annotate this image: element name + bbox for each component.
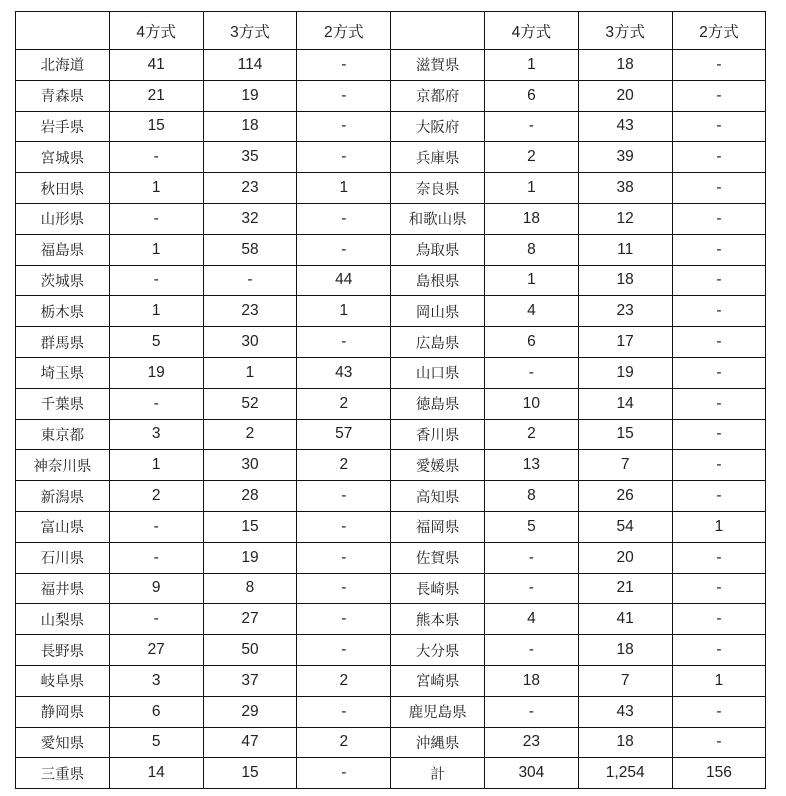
table-row [16,388,766,419]
table-row [16,203,766,234]
count-2way-cell: - [672,635,766,666]
count-3way-cell: 14 [578,388,672,419]
count-4way-cell: - [109,604,203,635]
count-2way-cell: 156 [672,758,766,789]
count-4way-cell: 15 [109,111,203,142]
count-4way-cell: 6 [109,696,203,727]
table-row [16,635,766,666]
table-row [16,573,766,604]
count-4way-cell: 6 [484,80,578,111]
prefecture-name-cell: 長崎県 [391,573,485,604]
count-4way-cell: 8 [484,481,578,512]
count-4way-cell: 1 [109,234,203,265]
count-4way-cell: - [484,357,578,388]
prefecture-name-cell: 秋田県 [16,173,110,204]
count-4way-cell: 2 [484,142,578,173]
count-2way-cell: - [672,481,766,512]
prefecture-name-cell: 奈良県 [391,173,485,204]
count-4way-cell: 21 [109,80,203,111]
count-3way-cell: 2 [203,419,297,450]
count-3way-cell: 54 [578,511,672,542]
count-3way-cell: 28 [203,481,297,512]
table-row [16,481,766,512]
count-2way-cell: - [672,234,766,265]
count-4way-cell: 27 [109,635,203,666]
count-3way-cell: 43 [578,111,672,142]
count-3way-cell: 114 [203,50,297,81]
count-4way-cell: 5 [484,511,578,542]
count-2way-cell: - [672,173,766,204]
count-3way-cell: 38 [578,173,672,204]
count-2way-cell: - [672,573,766,604]
prefecture-name-cell: 山梨県 [16,604,110,635]
count-2way-cell: - [672,296,766,327]
count-4way-cell: 3 [109,665,203,696]
prefecture-name-cell: 三重県 [16,758,110,789]
count-3way-cell: 21 [578,573,672,604]
count-4way-cell: 8 [484,234,578,265]
count-2way-cell: - [297,542,391,573]
table-row [16,542,766,573]
count-3way-cell: 19 [578,357,672,388]
prefecture-name-cell: 宮城県 [16,142,110,173]
count-3way-cell: 35 [203,142,297,173]
count-4way-cell: - [109,542,203,573]
prefecture-name-cell: 群馬県 [16,327,110,358]
count-2way-cell: - [297,696,391,727]
count-3way-cell: 7 [578,665,672,696]
header-cell: 3方式 [203,12,297,50]
count-2way-cell: - [672,111,766,142]
count-3way-cell: 23 [578,296,672,327]
prefecture-name-cell: 岡山県 [391,296,485,327]
count-3way-cell: 50 [203,635,297,666]
table-row [16,450,766,481]
prefecture-name-cell: 栃木県 [16,296,110,327]
prefecture-name-cell: 香川県 [391,419,485,450]
count-4way-cell: 4 [484,604,578,635]
prefecture-name-cell: 兵庫県 [391,142,485,173]
prefecture-name-cell: 千葉県 [16,388,110,419]
count-2way-cell: - [672,80,766,111]
header-cell: 3方式 [578,12,672,50]
count-4way-cell: 23 [484,727,578,758]
count-2way-cell: 2 [297,450,391,481]
prefecture-name-cell: 宮崎県 [391,665,485,696]
count-4way-cell: 19 [109,357,203,388]
count-3way-cell: 26 [578,481,672,512]
count-2way-cell: - [672,542,766,573]
count-4way-cell: - [484,111,578,142]
count-3way-cell: 30 [203,327,297,358]
prefecture-name-cell: 鳥取県 [391,234,485,265]
table-row [16,265,766,296]
count-4way-cell: 1 [484,173,578,204]
count-4way-cell: 6 [484,327,578,358]
count-3way-cell: 30 [203,450,297,481]
count-2way-cell: - [672,450,766,481]
table-row [16,50,766,81]
count-3way-cell: 18 [203,111,297,142]
count-4way-cell: 1 [109,296,203,327]
count-2way-cell: - [672,727,766,758]
count-3way-cell: - [203,265,297,296]
count-4way-cell: 1 [109,173,203,204]
table-row [16,296,766,327]
count-2way-cell: - [297,327,391,358]
count-2way-cell: - [297,481,391,512]
count-2way-cell: - [672,203,766,234]
table-row [16,142,766,173]
prefecture-name-cell: 石川県 [16,542,110,573]
table-row [16,80,766,111]
count-4way-cell: 1 [484,265,578,296]
count-4way-cell: - [109,203,203,234]
count-2way-cell: 2 [297,388,391,419]
table-row [16,173,766,204]
count-3way-cell: 7 [578,450,672,481]
prefecture-name-cell: 青森県 [16,80,110,111]
count-2way-cell: - [672,419,766,450]
count-3way-cell: 15 [203,758,297,789]
prefecture-name-cell: 愛知県 [16,727,110,758]
count-3way-cell: 23 [203,296,297,327]
table-row [16,111,766,142]
table-row [16,758,766,789]
prefecture-name-cell: 和歌山県 [391,203,485,234]
header-cell: 4方式 [484,12,578,50]
count-3way-cell: 8 [203,573,297,604]
table-row [16,234,766,265]
count-4way-cell: 2 [484,419,578,450]
count-2way-cell: 43 [297,357,391,388]
prefecture-name-cell: 滋賀県 [391,50,485,81]
count-2way-cell: 1 [297,296,391,327]
count-3way-cell: 27 [203,604,297,635]
count-4way-cell: 10 [484,388,578,419]
prefecture-name-cell: 高知県 [391,481,485,512]
prefecture-name-cell: 山形県 [16,203,110,234]
count-2way-cell: - [672,604,766,635]
count-3way-cell: 1 [203,357,297,388]
prefecture-name-cell: 岩手県 [16,111,110,142]
count-4way-cell: - [109,511,203,542]
count-3way-cell: 11 [578,234,672,265]
header-cell: 2方式 [297,12,391,50]
prefecture-name-cell: 東京都 [16,419,110,450]
count-2way-cell: - [297,50,391,81]
count-3way-cell: 19 [203,80,297,111]
count-3way-cell: 18 [578,265,672,296]
prefecture-name-cell: 大阪府 [391,111,485,142]
count-3way-cell: 20 [578,80,672,111]
count-4way-cell: 18 [484,665,578,696]
count-3way-cell: 41 [578,604,672,635]
prefecture-name-cell: 長野県 [16,635,110,666]
count-3way-cell: 12 [578,203,672,234]
count-3way-cell: 18 [578,727,672,758]
count-2way-cell: - [297,511,391,542]
header-row [16,12,766,50]
header-cell [16,12,110,50]
count-4way-cell: - [109,265,203,296]
prefecture-name-cell: 鹿児島県 [391,696,485,727]
header-cell [391,12,485,50]
prefecture-name-cell: 埼玉県 [16,357,110,388]
header-cell: 2方式 [672,12,766,50]
table-row [16,727,766,758]
count-2way-cell: - [672,357,766,388]
count-2way-cell: - [297,758,391,789]
count-3way-cell: 47 [203,727,297,758]
count-3way-cell: 15 [203,511,297,542]
prefecture-name-cell: 静岡県 [16,696,110,727]
count-4way-cell: 1 [484,50,578,81]
prefecture-name-cell: 京都府 [391,80,485,111]
prefecture-name-cell: 徳島県 [391,388,485,419]
table-row [16,419,766,450]
table-row [16,511,766,542]
count-4way-cell: 5 [109,327,203,358]
count-3way-cell: 17 [578,327,672,358]
prefecture-name-cell: 広島県 [391,327,485,358]
count-3way-cell: 18 [578,50,672,81]
table-row [16,327,766,358]
count-3way-cell: 58 [203,234,297,265]
prefecture-name-cell: 福島県 [16,234,110,265]
prefecture-name-cell: 北海道 [16,50,110,81]
count-2way-cell: 1 [297,173,391,204]
count-2way-cell: 2 [297,727,391,758]
count-4way-cell: 14 [109,758,203,789]
prefecture-name-cell: 福井県 [16,573,110,604]
count-2way-cell: - [297,80,391,111]
table-row [16,357,766,388]
count-2way-cell: - [297,573,391,604]
count-3way-cell: 1,254 [578,758,672,789]
count-4way-cell: 18 [484,203,578,234]
count-3way-cell: 29 [203,696,297,727]
count-2way-cell: - [297,111,391,142]
count-2way-cell: 44 [297,265,391,296]
prefecture-name-cell: 愛媛県 [391,450,485,481]
count-3way-cell: 43 [578,696,672,727]
prefecture-name-cell: 茨城県 [16,265,110,296]
count-4way-cell: 4 [484,296,578,327]
prefecture-name-cell: 佐賀県 [391,542,485,573]
count-4way-cell: 3 [109,419,203,450]
count-4way-cell: - [484,696,578,727]
count-4way-cell: 304 [484,758,578,789]
count-4way-cell: 13 [484,450,578,481]
table-row [16,604,766,635]
count-4way-cell: - [484,542,578,573]
prefecture-name-cell: 新潟県 [16,481,110,512]
prefecture-name-cell: 神奈川県 [16,450,110,481]
count-2way-cell: - [297,203,391,234]
count-3way-cell: 37 [203,665,297,696]
count-4way-cell: 1 [109,450,203,481]
count-3way-cell: 23 [203,173,297,204]
count-3way-cell: 15 [578,419,672,450]
prefecture-name-cell: 熊本県 [391,604,485,635]
header-cell: 4方式 [109,12,203,50]
count-2way-cell: 1 [672,665,766,696]
count-3way-cell: 19 [203,542,297,573]
count-2way-cell: - [297,604,391,635]
count-3way-cell: 20 [578,542,672,573]
count-4way-cell: - [484,573,578,604]
count-2way-cell: - [672,50,766,81]
count-3way-cell: 32 [203,203,297,234]
prefecture-name-cell: 福岡県 [391,511,485,542]
count-4way-cell: - [109,388,203,419]
prefecture-name-cell: 大分県 [391,635,485,666]
count-3way-cell: 18 [578,635,672,666]
prefecture-name-cell: 岐阜県 [16,665,110,696]
prefecture-name-cell: 富山県 [16,511,110,542]
table-row [16,696,766,727]
prefecture-count-table [15,11,766,789]
count-4way-cell: - [109,142,203,173]
count-2way-cell: 1 [672,511,766,542]
count-4way-cell: 41 [109,50,203,81]
prefecture-name-cell: 山口県 [391,357,485,388]
count-2way-cell: 57 [297,419,391,450]
prefecture-name-cell: 島根県 [391,265,485,296]
count-2way-cell: - [672,388,766,419]
count-2way-cell: - [297,142,391,173]
count-2way-cell: - [672,142,766,173]
count-4way-cell: 2 [109,481,203,512]
prefecture-name-cell: 沖縄県 [391,727,485,758]
table-row [16,665,766,696]
count-4way-cell: - [484,635,578,666]
prefecture-name-cell: 計 [391,758,485,789]
count-2way-cell: - [672,696,766,727]
count-3way-cell: 39 [578,142,672,173]
count-2way-cell: - [672,327,766,358]
count-2way-cell: 2 [297,665,391,696]
count-2way-cell: - [297,635,391,666]
count-4way-cell: 9 [109,573,203,604]
count-2way-cell: - [672,265,766,296]
count-2way-cell: - [297,234,391,265]
count-3way-cell: 52 [203,388,297,419]
count-4way-cell: 5 [109,727,203,758]
